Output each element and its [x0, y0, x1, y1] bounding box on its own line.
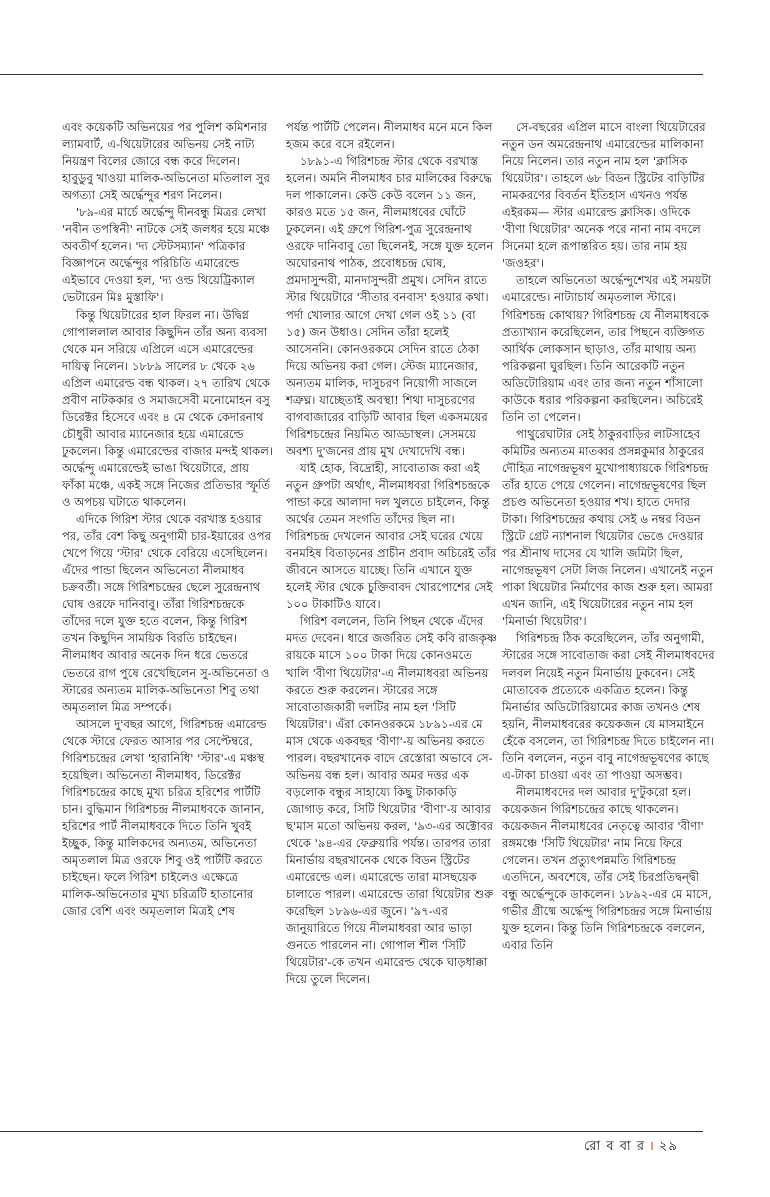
- paragraph: এদিকে গিরিশ স্টার থেকে বরখাস্ত হওয়ার পর, তাঁর বেশ কিছু অনুগামী চার-ইয়ারের ওপর খেপে গিয়ে 'স্টার' থেকে বেরিয়ে এসেছিলেন। এঁদের পান্ডা ছিলেন অভিনেতা নীলমাধব চক্রবর্তী। সঙ্গে গিরিশচন্দ্রের ছেলে সুরেন্দ্রনাথ ঘোষ ওরফে দানিবাবু। তাঁরা গিরিশচন্দ্রকে তাঁদের দলে যুক্ত হতে বলেন, কিন্তু গিরিশ তখন কিছুদিন সাময়িক বিরতি চাইছেন। নীলমাধব আবার অনেক দিন ধরে ভেতরে ভেতরে রাগ পুষে রেখেছিলেন সু-অভিনেতা ও স্টারের অন্যতম মালিক-অভিনেতা শিবু তথা অমৃতলাল মিত্র সম্পর্কে।: [62, 512, 271, 714]
- paragraph: তাহলে অভিনেতা অর্দ্ধেন্দুশেখর এই সময়টা এমারেল্ডে। নাট্যাচার্য অমৃতলাল স্টারে। গিরিশচন্দ্র কোথায়? গিরিশচন্দ্র যে নীলমাধবকে প্রত্যাখ্যান করেছিলেন, তার পিছনে ব্যক্তিগত আর্থিক লোকসান ছাড়াও, তাঁর মাথায় অন্য পরিকল্পনা ঘুরছিল। তিনি আরেকটি নতুন অডিটোরিয়াম এবং তার জন্য নতুন শাঁসালো কাউকে ধরার পরিকল্পনা করছিলেন। অচিরেই তিনি তা পেলেন।: [502, 273, 712, 424]
- paragraph: পাথুরেঘাটার সেই ঠাকুরবাড়ির লাটসাহেব কমিটির অন্যতম মাতব্বর প্রসন্নকুমার ঠাকুরের দৌহিত্র নাগেন্দ্রভূষণ মুখোপাধ্যায়কে গিরিশচন্দ্র তাঁর হাতে পেয়ে গেলেন। নাগেন্দ্রভূষণের ছিল প্রচণ্ড অভিনেতা হওয়ার শখ। হাতে দেদার টাকা। গিরিশচন্দ্রের কথায় সেই ৬ নম্বর বিডন স্ট্রিটে গ্রেট ন্যাশনাল থিয়েটার ভেঙে দেওয়ার পর শ্রীনাথ দাসের যে খালি জমিটা ছিল, নাগেন্দ্রভূষণ সেটা লিজ নিলেন। এখানেই নতুন পাকা থিয়েটার নির্মাণের কাজ শুরু হল। আমরা এখন জানি, এই থিয়েটারের নতুন নাম হল 'মিনার্ভা থিয়েটার'।: [502, 426, 714, 629]
- top-rule: [0, 74, 703, 75]
- paragraph: যাই হোক, বিদ্রোহী, সাবোতাজ করা এই নতুন গ্রুপটা অর্থাৎ, নীলমাধবরা গিরিশচন্দ্রকে পান্ডা করে আলাদা দল খুলতে চাইলেন, কিন্তু অর্থের তেমন সংগতি তাঁদের ছিল না। গিরিশচন্দ্র দেখলেন আবার সেই ঘরের খেয়ে বনমহিষ বিতাড়নের প্রাচীন প্রবাদ অচিরেই তাঁর জীবনে আসতে যাচ্ছে। তিনি এখানে যুক্ত হলেই স্টার থেকে চুক্তিবাবদ খোরপোশের সেই ১০০ টাকাটিও যাবে।: [286, 460, 497, 612]
- paragraph: নীলমাধবদের দল আবার দু'টুকরো হল। কয়েকজন গিরিশচন্দ্রের কাছে থাকলেন। কয়েকজন নীলমাধবের নেতৃত্বে আবার 'বীণা' রঙ্গমঞ্চে 'সিটি থিয়েটার' নাম নিয়ে ফিরে গেলেন। তখন প্রত্যুৎপন্নমতি গিরিশচন্দ্র এতদিনে, অবশেষে, তাঁর সেই চিরপ্রতিদ্বন্দ্বী বন্ধু অর্দ্ধেন্দুকে ডাকলেন। ১৮৯২-এর মে মাসে, গভীর গ্রীষ্মে অর্দ্ধেন্দু গিরিশচন্দ্রর সঙ্গে মিনার্ভায় যুক্ত হলেন। কিন্তু তিনি গিরিশচন্দ্রকে বললেন, এবার তিনি: [502, 784, 713, 953]
- paragraph: ১৮৯১-এ গিরিশচন্দ্র স্টার থেকে বরখাস্ত হলেন। অমনি নীলমাধব চার মালিকের বিরুদ্ধে দল পাকালেন। কেউ কেউ বলেন ১১ জন, কারও মতে ১৫ জন, নীলমাধবের ঘোঁটে ঢুকলেন। এই গ্রুপে গিরিশ-পুত্র সুরেন্দ্রনাথ ওরফে দানিবাবু তো ছিলেনই, সঙ্গে যুক্ত হলেন অঘোরনাথ পাঠক, প্রবোধচন্দ্র ঘোষ, প্রমদাসুন্দরী, মানদাসুন্দরী প্রমুখ। সেদিন রাতে স্টার থিয়েটারে 'সীতার বনবাস' হওয়ার কথা। পর্দা খোলার আগে দেখা গেল ওই ১১ (বা ১৫) জন উধাও। সেদিন তাঁরা হলেই আসেননি। কোনওরকমে সেদিন রাতে ঠেকা দিয়ে অভিনয় করা গেল। স্টেজ ম্যানেজার, অন্যতম মালিক, দাসুচরণ নিয়োগী সাজলে শত্রুঘ্ন। যাচ্ছেতাই অবস্থা! শিথা দাসুচরণের বাগবাজারের বাড়িটি আবার ছিল একসময়ের গিরিশচন্দ্রের নিয়মিত আড্ডাস্থল। সেসময়ে অবশ্য দু'জনের প্রায় মুখ দেখাদেখি বন্ধ।: [286, 154, 494, 458]
- paragraph: পর্যন্ত পার্টটি পেলেন। নীলমাধব মনে মনে কিল হজম করে বসে রইলেন।: [286, 120, 493, 152]
- footer-separator: ।: [648, 1139, 655, 1154]
- text-column-2: [286, 119, 498, 988]
- paragraph: '৮৯-এর মার্চে অর্দ্ধেন্দু দীনবন্ধু মিত্রর লেখা 'নবীন তপস্বিনী' নাটকে সেই জলধর হয়ে মঞ্চে অবতীর্ণ হলেন। 'দ্য স্টেটসম্যান' পত্রিকার বিজ্ঞাপনে অর্দ্ধেন্দুর পরিচিতি এমারেল্ডে এইভাবে দেওয়া হল, 'দ্য ওল্ড থিয়েট্রিক্যাল ভেটারেন মিঃ মুস্তাফি'।: [62, 205, 270, 305]
- magazine-name: রো ব বা র: [584, 1139, 645, 1154]
- text-column-3: [502, 119, 716, 954]
- paragraph: কিন্তু থিয়েটারের হাল ফিরল না। উদ্বিগ্ন গোপাললাল আবার কিছুদিন তাঁর অন্য ব্যবসা থেকে মন সরিয়ে এপ্রিলে এসে এমারেল্ডের দায়িত্ব নিলেন। ১৮৮৯ সালের ৮ থেকে ২৬ এপ্রিল এমারেল্ড বন্ধ থাকল। ২৭ তারিখ থেকে প্রবীণ নাটককার ও সমাজসেবী মনোমোহন বসু ডিরেক্টর হিসেবে এবং ৪ মে থেকে কেদারনাথ চৌধুরী আবার ম্যানেজার হয়ে এমারেল্ডে ঢুকলেন। কিন্তু এমারেল্ডের বাজার মন্দই থাকল। অর্দ্ধেন্দু এমারেল্ডেই ভাঙা থিয়েটারে, প্রায় ফাঁকা মঞ্চে, একই সঙ্গে নিজের প্রতিভার স্ফূর্তি ও অপচয় ঘটাতে থাকলেন।: [62, 307, 273, 510]
- text-column-1: [62, 119, 274, 920]
- paragraph: আসলে দু'বছর আগে, গিরিশচন্দ্র এমারেল্ড থেকে স্টারে ফেরত আসার পর সেপ্টেম্বরে, গিরিশচন্দ্রের লেখা 'হারানিধি' 'স্টার'-এ মঞ্চস্থ হয়েছিল। অভিনেতা নীলমাধব, ডিরেক্টর গিরিশচন্দ্রের কাছে মুখ্য চরিত্র হরিশের পার্টটি চান। বুদ্ধিমান গিরিশচন্দ্র নীলমাধবকে জানান, হরিশের পার্ট নীলমাধবকে দিতে তিনি খুবই ইচ্ছুক, কিন্তু মালিকদের অন্যতম, অভিনেতা অমৃতলাল মিত্র ওরফে শিবু ওই পার্টটি করতে চাইছেন। ফলে গিরিশ চাইলেও এক্ষেত্রে মালিক-অভিনেতার মুখ্য চরিত্রটি হাতানোর জোর বেশি এবং অমৃতলাল মিত্রই শেষ: [62, 716, 267, 919]
- paragraph: সে-বছরের এপ্রিল মাসে বাংলা থিয়েটারের নতুন ডন অমরেন্দ্রনাথ এমারেল্ডের মালিকানা নিয়ে নিলেন। তার নতুন নাম হল 'ক্লাসিক থিয়েটার'। তাহলে ৬৮ বিডন স্ট্রিটের বাড়িটির নামকরণের বিবর্তন ইতিহাস এখনও পর্যন্ত এইরকম— স্টার এমারেল্ড ক্লাসিক। ওদিকে 'বীণা থিয়েটার' অনেক পরে নানা নাম বদলে সিনেমা হলে রূপান্তরিত হয়। তার নাম হয় 'জওহর'।: [502, 120, 706, 271]
- paragraph: গিরিশ বললেন, তিনি পিছন থেকে এঁদের মদত দেবেন। ধারে জর্জরিত সেই কবি রাজকৃষ্ণ রায়কে মাসে ১০০ টাকা দিয়ে কোনওমতে খালি 'বীণা থিয়েটার'-এ নীলমাধবরা অভিনয় করতে শুরু করলেন। স্টারের সঙ্গে সাবোতাজকারী দলটির নাম হল 'সিটি থিয়েটার'। এঁরা কোনওরকমে ১৮৯১-এর মে মাস থেকে একবছর 'বীণা'-য় অভিনয় করতে পারল। বছরখানেক বাদে রেস্তোরা অভাবে সে-অভিনয় বন্ধ হল। আবার অমর দত্তর এক বড়লোক বন্ধুর সাহায্যে কিছু টাকাকড়ি জোগাড় করে, সিটি থিয়েটার 'বীণা'-য় আবার ছ'মাস মতো অভিনয় করল, '৯৩-এর অক্টোবর থেকে '৯৪-এর ফেব্রুয়ারি পর্যন্ত। তারপর তারা মিনার্ভায় বছরখানেক থেকে বিডন স্ট্রিটের এমারেল্ডে এল। এমারেল্ডে তারা মাসছয়েক চালাতে পারল। এমারেল্ডে তারা থিয়েটার শুরু করেছিল ১৮৯৬-এর জুনে। '৯৭-এর জানুয়ারিতে গিয়ে নীলমাধবরা আর ভাড়া গুনতে পারলেন না। গোপাল শীল 'সিটি থিয়েটার'-কে তখন এমারেল্ড থেকে ঘাড়ধাক্কা দিয়ে তুলে দিলেন।: [286, 614, 497, 987]
- paragraph: গিরিশচন্দ্র ঠিক করেছিলেন, তাঁর অনুগামী, স্টারের সঙ্গে সাবোতাজ করা সেই নীলমাধবদের দলবল নিয়েই নতুন মিনার্ভায় ঢুকবেন। সেই মোতাবেক প্রত্যেকে একত্রিত হলেন। কিন্তু মিনার্ভার অডিটোরিয়ামের কাজ তখনও শেষ হয়নি, নীলমাধবরের কয়েকজন যে মাসমাইনে হেঁকে বসলেন, তা গিরিশচন্দ্র দিতে চাইলেন না। তিনি বললেন, নতুন বাবু নাগেন্দ্রভূষণের কাছে এ-টাকা চাওয়া এবং তা পাওয়া অসম্ভব।: [502, 631, 715, 782]
- paragraph: এবং কয়েকটি অভিনয়ের পর পুলিশ কমিশনার ল্যামবার্ট, এ-থিয়েটারের অভিনয় সেই নাট্য নিয়ন্ত্রণ বিলের জোরে বন্ধ করে দিলেন। হাবুডুবু খাওয়া মালিক-অভিনেতা মতিলাল সুর অগত্যা সেই অর্দ্ধেন্দুর শরণ নিলেন।: [62, 120, 270, 203]
- page-number: ২৯: [658, 1139, 678, 1154]
- footer-rule: [0, 1131, 703, 1132]
- page-footer: [584, 1136, 678, 1158]
